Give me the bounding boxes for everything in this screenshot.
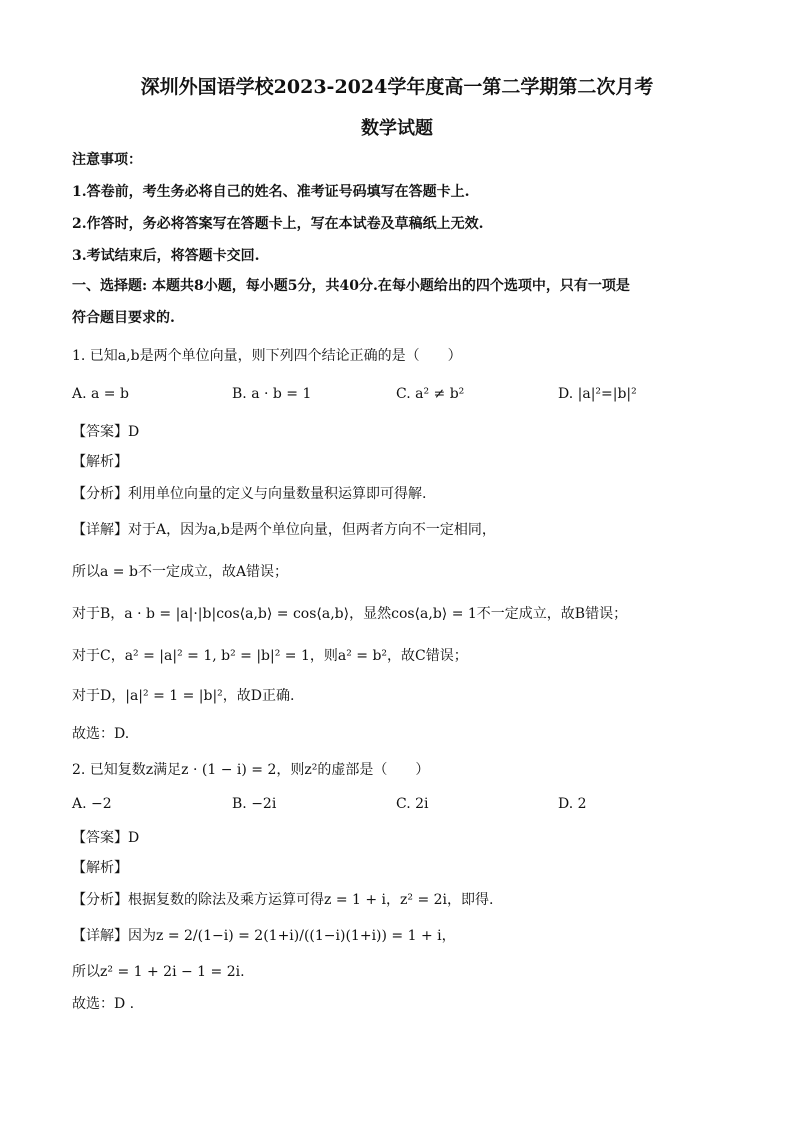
q2-option-a: A. −2 <box>72 796 112 812</box>
q2-stem: 2. 已知复数z满足z · (1 − i) = 2，则z²的虚部是（ ） <box>72 762 430 778</box>
q1-option-b: B. a · b = 1 <box>232 386 312 402</box>
q2-choice: 故选：D . <box>72 996 135 1012</box>
q2-detail-1: 【详解】因为z = 2/(1−i) = 2(1+i)/((1−i)(1+i)) = 1 + i， <box>72 928 456 944</box>
q2-analysis-tag: 【解析】 <box>72 860 128 876</box>
q1-choice: 故选：D. <box>72 726 130 742</box>
exam-title: 深圳外国语学校2023-2024学年度高一第二学期第二次月考 <box>140 76 654 98</box>
q2-detail-2: 所以z² = 1 + 2i − 1 = 2i. <box>72 964 245 980</box>
q1-detail-4: 对于C，a² = |a|² = 1, b² = |b|² = 1，则a² = b²，故C错误； <box>72 648 468 664</box>
q1-analysis: 【分析】利用单位向量的定义与向量数量积运算即可得解. <box>72 486 427 502</box>
q2-analysis: 【分析】根据复数的除法及乘方运算可得z = 1 + i，z² = 2i，即得. <box>72 892 494 908</box>
q1-stem: 1. 已知a,b是两个单位向量，则下列四个结论正确的是（ ） <box>72 348 462 364</box>
q1-answer: 【答案】D <box>72 424 140 440</box>
notice-item-2: 2.作答时，务必将答案写在答题卡上，写在本试卷及草稿纸上无效. <box>72 216 484 232</box>
q1-detail-1: 【详解】对于A，因为a,b是两个单位向量，但两者方向不一定相同， <box>72 522 496 538</box>
q1-detail-2: 所以a = b不一定成立，故A错误； <box>72 564 289 580</box>
q1-detail-3: 对于B，a · b = |a|·|b|cos⟨a,b⟩ = cos⟨a,b⟩，显然cos⟨a,b⟩ = 1不一定成立，故B错误； <box>72 606 628 622</box>
exam-subtitle: 数学试题 <box>361 118 433 139</box>
q1-detail-5: 对于D，|a|² = 1 = |b|²，故D正确. <box>72 688 295 704</box>
q1-analysis-tag: 【解析】 <box>72 454 128 470</box>
section-heading-line-1: 一、选择题: 本题共8小题，每小题5分，共40分.在每小题给出的四个选项中，只有一项是 <box>72 278 630 294</box>
q2-answer: 【答案】D <box>72 830 140 846</box>
q2-option-c: C. 2i <box>396 796 429 812</box>
q2-option-b: B. −2i <box>232 796 277 812</box>
notice-item-1: 1.答卷前，考生务必将自己的姓名、准考证号码填写在答题卡上. <box>72 184 470 200</box>
section-heading-line-2: 符合题目要求的. <box>72 310 175 326</box>
notice-item-3: 3.考试结束后，将答题卡交回. <box>72 248 260 264</box>
q1-option-c: C. a² ≠ b² <box>396 386 465 402</box>
notice-heading: 注意事项： <box>72 152 142 168</box>
q1-option-a: A. a = b <box>72 386 129 402</box>
q1-option-d: D. |a|²=|b|² <box>558 386 637 402</box>
q2-option-d: D. 2 <box>558 796 587 812</box>
